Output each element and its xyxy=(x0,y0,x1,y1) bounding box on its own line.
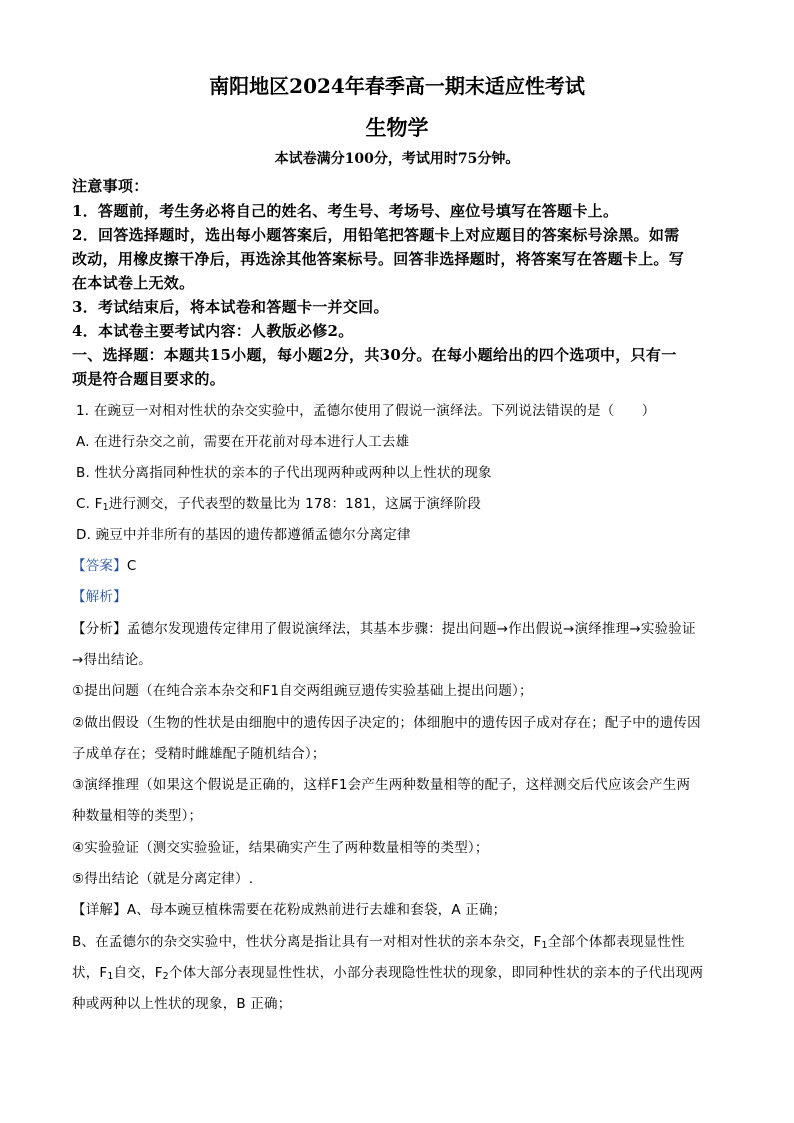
detail-tag: 【详解】 xyxy=(72,902,127,918)
step-1: ①提出问题（在纯合亲本杂交和F1自交两组豌豆遗传实验基础上提出问题）； xyxy=(72,683,533,699)
notice-line: 1．答题前，考生务必将自己的姓名、考生号、考场号、座位号填写在答题卡上。 xyxy=(72,202,619,220)
detail-line: 状，$F_1$自交，$F_2$个体大部分表现显性性状，小部分表现隐性性状的现象，即同种性状的亲本的子代出现两 xyxy=(72,965,704,982)
step-2: ②做出假设（生物的性状是由细胞中的遗传因子决定的；体细胞中的遗传因子成对存在；配子中的遗传因 xyxy=(72,715,701,731)
exam-info: 本试卷满分100分，考试用时75分钟。 xyxy=(274,151,520,167)
section-heading-cont: 项是符合题目要求的。 xyxy=(72,370,226,388)
notice-line: 在本试卷上无效。 xyxy=(72,274,195,292)
detail-line: 种或两种以上性状的现象，B 正确； xyxy=(72,996,292,1012)
question-stem: 1. 在豌豆一对相对性状的杂交实验中，孟德尔使用了假说一演绎法。下列说法错误的是（ ） xyxy=(76,403,656,419)
notice-line: 4．本试卷主要考试内容：人教版必修2。 xyxy=(72,322,354,340)
notice-line: 3．考试结束后，将本试卷和答题卡一并交回。 xyxy=(72,298,389,316)
notice-line: 2．回答选择题时，选出每小题答案后，用铅笔把答题卡上对应题目的答案标号涂黑。如需 xyxy=(72,226,680,244)
option-d: D. 豌豆中并非所有的基因的遗传都遵循孟德尔分离定律 xyxy=(76,527,411,543)
option-c: C. $F_1$进行测交，子代表型的数量比为 178：181，这属于演绎阶段 xyxy=(76,496,482,513)
step-3-cont: 种数量相等的类型）； xyxy=(72,808,203,824)
exam-title: 南阳地区2024年春季高一期末适应性考试 xyxy=(209,74,585,98)
detail-line: B、在孟德尔的杂交实验中，性状分离是指让具有一对相对性状的亲本杂交，$F_1$全部个体都表现显性性 xyxy=(72,934,685,951)
step-3: ③演绎推理（如果这个假说是正确的，这样F1会产生两种数量相等的配子，这样测交后代应该会产生两 xyxy=(72,777,691,793)
notice-line: 改动，用橡皮擦干净后，再选涂其他答案标号。回答非选择题时，将答案写在答题卡上。写 xyxy=(72,250,685,268)
notice-heading: 注意事项： xyxy=(72,177,149,195)
analysis-tag: 【解析】 xyxy=(72,589,127,605)
answer-value: C xyxy=(126,558,137,574)
subject-title: 生物学 xyxy=(365,115,429,140)
answer-tag: 【答案】 xyxy=(72,558,127,574)
option-b: B. 性状分离指同种性状的亲本的子代出现两种或两种以上性状的现象 xyxy=(76,465,492,481)
step-4: ④实验验证（测交实验验证，结果确实产生了两种数量相等的类型）； xyxy=(72,840,489,856)
step-5: ⑤得出结论（就是分离定律）. xyxy=(72,871,254,887)
option-a: A. 在进行杂交之前，需要在开花前对母本进行人工去雄 xyxy=(76,434,410,450)
section-heading: 一、选择题：本题共15小题，每小题2分，共30分。在每小题给出的四个选项中，只有一 xyxy=(72,346,677,364)
analysis-line: 【分析】孟德尔发现遗传定律用了假说演绎法，其基本步骤：提出问题→作出假说→演绎推理→实验验证 xyxy=(72,621,696,637)
step-2-cont: 子成单存在；受精时雌雄配子随机结合）； xyxy=(72,746,326,762)
fenxi-tag: 【分析】 xyxy=(72,621,127,637)
answer-line xyxy=(72,554,136,574)
analysis-line: →得出结论。 xyxy=(72,652,153,668)
detail-line: 【详解】A、母本豌豆植株需要在花粉成熟前进行去雄和套袋，A 正确； xyxy=(72,902,507,918)
